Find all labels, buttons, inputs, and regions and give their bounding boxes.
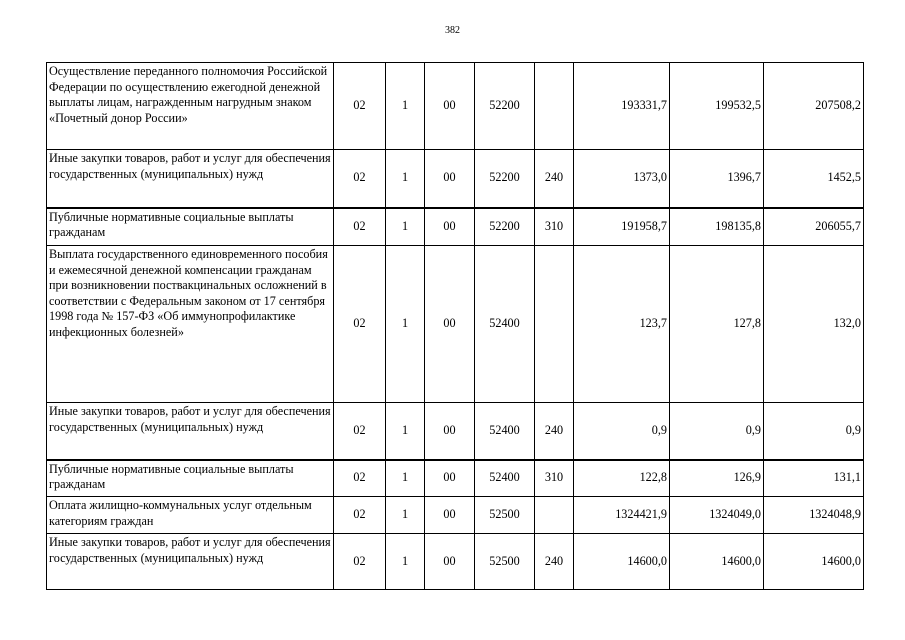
direction-code: 52200 [475,208,535,246]
amount-year-1: 1373,0 [574,150,670,208]
row-name: Осуществление переданного полномочия Российской Федерации по осуществлению ежегодной денежной выплаты лицам, награжденным нагрудным знаком «Почетный донор России» [47,63,334,150]
direction-code: 52400 [475,403,535,460]
amount-year-3: 131,1 [764,460,864,497]
subprogram-code: 00 [425,534,475,590]
section-code: 02 [334,246,386,403]
amount-year-1: 193331,7 [574,63,670,150]
page-number: 382 [445,25,460,36]
amount-year-3: 132,0 [764,246,864,403]
section-code: 02 [334,534,386,590]
row-name: Иные закупки товаров, работ и услуг для обеспечения государственных (муниципальных) нужд [47,403,334,460]
subprogram-code: 00 [425,246,475,403]
amount-year-2: 126,9 [670,460,764,497]
section-code: 02 [334,497,386,534]
amount-year-3: 1324048,9 [764,497,864,534]
subprogram-code: 00 [425,460,475,497]
table-row [47,208,864,246]
table-row [47,460,864,497]
row-name: Публичные нормативные социальные выплаты гражданам [47,208,334,246]
table-row [47,497,864,534]
expense-type-code: 310 [535,208,574,246]
amount-year-2: 0,9 [670,403,764,460]
subprogram-code: 00 [425,497,475,534]
program-code: 1 [386,460,425,497]
amount-year-2: 1324049,0 [670,497,764,534]
amount-year-1: 123,7 [574,246,670,403]
section-code: 02 [334,150,386,208]
amount-year-3: 206055,7 [764,208,864,246]
budget-table [46,62,864,590]
section-code: 02 [334,460,386,497]
subprogram-code: 00 [425,403,475,460]
expense-type-code: 310 [535,460,574,497]
direction-code: 52500 [475,534,535,590]
amount-year-2: 14600,0 [670,534,764,590]
section-code: 02 [334,403,386,460]
program-code: 1 [386,534,425,590]
amount-year-1: 122,8 [574,460,670,497]
table-row [47,246,864,403]
expense-type-code: 240 [535,150,574,208]
expense-type-code [535,63,574,150]
direction-code: 52500 [475,497,535,534]
expense-type-code [535,497,574,534]
expense-type-code [535,246,574,403]
table-row [47,150,864,208]
table-row [47,403,864,460]
amount-year-1: 1324421,9 [574,497,670,534]
amount-year-3: 14600,0 [764,534,864,590]
direction-code: 52400 [475,246,535,403]
amount-year-1: 191958,7 [574,208,670,246]
amount-year-2: 198135,8 [670,208,764,246]
subprogram-code: 00 [425,208,475,246]
program-code: 1 [386,246,425,403]
row-name: Выплата государственного единовременного пособия и ежемесячной денежной компенсации гражданам при возникновении поствакцинальных осложнений в соответствии с Федеральным законом от 17 сентября 1998 года № 157-ФЗ «Об иммунопрофилактике инфекционных болезней» [47,246,334,403]
row-name: Иные закупки товаров, работ и услуг для обеспечения государственных (муниципальных) нужд [47,150,334,208]
amount-year-3: 207508,2 [764,63,864,150]
amount-year-2: 1396,7 [670,150,764,208]
section-code: 02 [334,208,386,246]
program-code: 1 [386,208,425,246]
row-name: Иные закупки товаров, работ и услуг для обеспечения государственных (муниципальных) нужд [47,534,334,590]
row-name: Оплата жилищно-коммунальных услуг отдельным категориям граждан [47,497,334,534]
subprogram-code: 00 [425,150,475,208]
expense-type-code: 240 [535,403,574,460]
program-code: 1 [386,150,425,208]
direction-code: 52200 [475,63,535,150]
table-row [47,534,864,590]
subprogram-code: 00 [425,63,475,150]
expense-type-code: 240 [535,534,574,590]
amount-year-3: 0,9 [764,403,864,460]
direction-code: 52400 [475,460,535,497]
amount-year-2: 199532,5 [670,63,764,150]
table-row [47,63,864,150]
program-code: 1 [386,63,425,150]
program-code: 1 [386,497,425,534]
section-code: 02 [334,63,386,150]
amount-year-3: 1452,5 [764,150,864,208]
row-name: Публичные нормативные социальные выплаты гражданам [47,460,334,497]
amount-year-2: 127,8 [670,246,764,403]
direction-code: 52200 [475,150,535,208]
program-code: 1 [386,403,425,460]
amount-year-1: 0,9 [574,403,670,460]
amount-year-1: 14600,0 [574,534,670,590]
